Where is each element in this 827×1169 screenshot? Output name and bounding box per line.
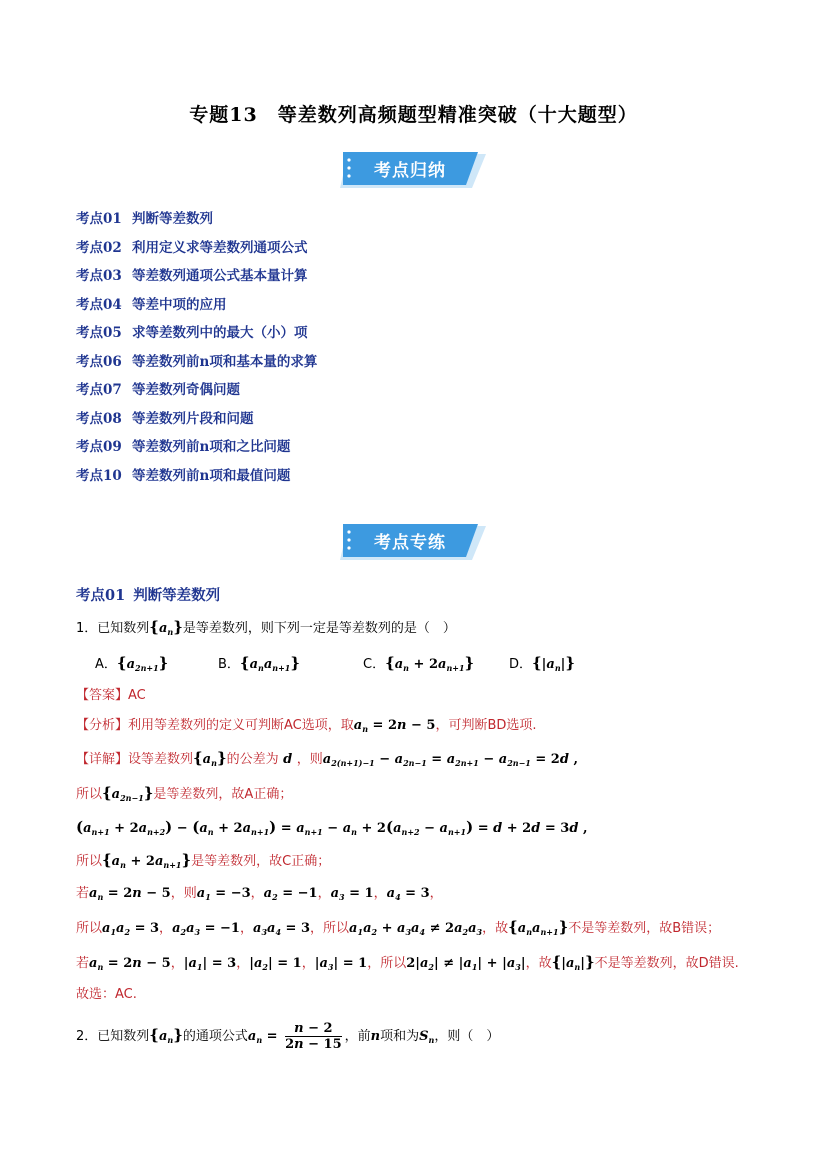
topic-item[interactable]: 考点09 等差数列前n项和之比问题	[76, 439, 291, 455]
conclusion-b-line: 所以$a_1a_2 = 3$，$a_2a_3 = -1$，$a_3a_4 = 3$，所以$a_1a_2 + a_3a_4 \ne 2a_2a_3$，故$\{a_na_{n+1}\}$不是等差数列，故B错误；	[76, 918, 721, 937]
conclusion-d-line: 若$a_n = 2n - 5$，$|a_1| = 3$，$|a_2| = 1$，$|a_3| = 1$，所以$2|a_2| \ne |a_1| + |a_3|$，故$\{|a_n|\}$不是等差数列，故D错误.	[76, 953, 739, 972]
option-b[interactable]: B．$\{a_na_{n+1}\}$	[218, 654, 301, 673]
question-2-stem: 2．已知数列$\{a_n\}$的通项公式$a_n$ = $\frac{n - 2}{2n - 15}$ ，前n项和为$S_n$，则（ ）	[76, 1020, 500, 1052]
banner-practice-label: 考点专练	[374, 533, 446, 553]
topic-item[interactable]: 考点08 等差数列片段和问题	[76, 410, 254, 427]
option-d[interactable]: D．$\{|a_n|\}$	[509, 654, 576, 673]
conclusion-a-line: 所以$\{a_{2n-1}\}$是等差数列，故A正确；	[76, 784, 293, 803]
fraction: $\frac{n - 2}{2n - 15}$	[285, 1020, 342, 1052]
topic-item[interactable]: 考点05 求等差数列中的最大（小）项	[76, 325, 308, 341]
banner-summary	[340, 152, 486, 190]
banner-practice	[340, 524, 486, 562]
topic-item[interactable]: 考点06 等差数列前n项和基本量的求算	[76, 353, 318, 370]
example-b-line: 若$a_n = 2n - 5$，则$a_1 = -3$，$a_2 = -1$，$a_3 = 1$，$a_4 = 3$，	[76, 886, 443, 902]
question-1-stem: 1．已知数列$\{a_n\}$是等差数列，则下列一定是等差数列的是（ ）	[76, 618, 456, 637]
topic-item[interactable]: 考点10 等差数列前n项和最值问题	[76, 467, 291, 484]
answer-line: 【答案】AC	[76, 688, 146, 703]
topic-item[interactable]: 考点07 等差数列奇偶问题	[76, 382, 240, 398]
detail-line: 【详解】设等差数列$\{a_n\}$的公差为 d ，则$a_{2(n+1)-1} - a_{2n-1} = a_{2n+1} - a_{2n-1} = 2d$ ,	[76, 749, 579, 768]
topic-item[interactable]: 考点04 等差中项的应用	[76, 296, 227, 313]
topic-item[interactable]: 考点03 等差数列通项公式基本量计算	[76, 268, 308, 284]
choice-line: 故选：AC.	[76, 987, 137, 1002]
option-a[interactable]: A．$\{a_{2n+1}\}$	[95, 654, 169, 673]
topic-item[interactable]: 考点01 判断等差数列	[76, 211, 213, 227]
analysis-line: 【分析】利用等差数列的定义可判断AC选项，取$a_n = 2n - 5$，可判断BD选项.	[76, 718, 537, 734]
derivation-c-line: $(a_{n+1} + 2a_{n+2}) - (a_n + 2a_{n+1}) = a_{n+1} - a_n + 2(a_{n+2} - a_{n+1}) = d + 2d = 3d$ ,	[76, 818, 588, 837]
document-title: 专题13 等差数列高频题型精准突破（十大题型）	[189, 104, 638, 126]
banner-summary-label: 考点归纳	[374, 161, 446, 181]
topic-list	[76, 207, 317, 492]
topic-item[interactable]: 考点02 利用定义求等差数列通项公式	[76, 239, 308, 256]
option-c[interactable]: C．$\{a_n + 2a_{n+1}\}$	[363, 654, 475, 673]
conclusion-c-line: 所以$\{a_n + 2a_{n+1}\}$是等差数列，故C正确；	[76, 851, 331, 870]
section-heading: 考点01 判断等差数列	[76, 587, 221, 604]
